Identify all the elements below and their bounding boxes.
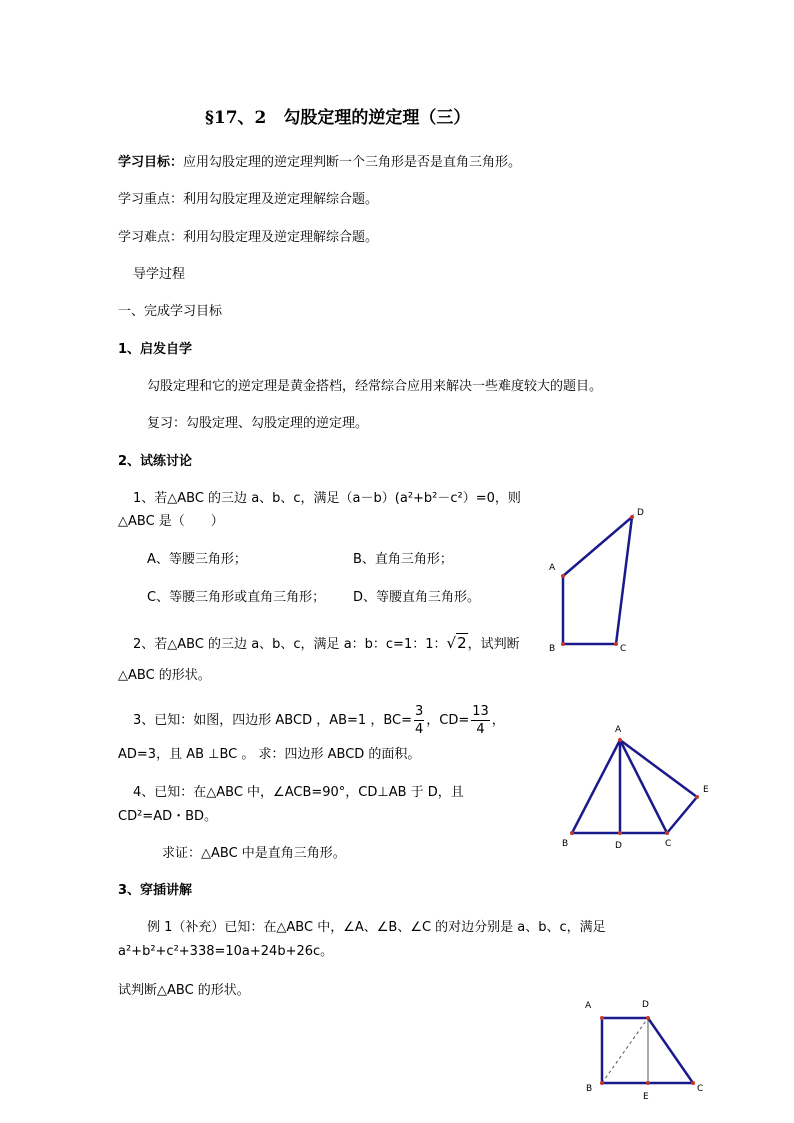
vertex-c-dot	[691, 1081, 695, 1085]
question2-text: 2、若△ABC 的三边 a、b、c，满足 a：b：c=1：1：	[133, 637, 447, 652]
label-a: A	[549, 563, 556, 573]
quadrilateral-outline	[563, 517, 632, 644]
question2-text-end: ，试判断	[467, 637, 520, 652]
section3-heading: 3、穿插讲解	[118, 883, 193, 898]
objective-label: 学习目标：	[118, 155, 184, 170]
vertex-b-dot	[570, 831, 574, 835]
fraction-bc-denominator: 4	[414, 722, 424, 737]
figure-quadrilateral-abcd	[540, 500, 660, 660]
vertex-d-dot	[646, 1016, 650, 1020]
vertex-e-dot	[646, 1081, 650, 1085]
label-c: C	[620, 644, 627, 654]
fraction-cd-numerator: 13	[472, 704, 489, 719]
question1-line1: 1、若△ABC 的三边 a、b、c，满足（a－b）(a²+b²－c²）=0，则	[133, 491, 521, 506]
vertex-d-dot	[618, 831, 622, 835]
label-b: B	[562, 839, 569, 849]
question2-line1	[133, 636, 520, 651]
question1-option-c: C、等腰三角形或直角三角形；	[147, 590, 326, 605]
difficult-text: 利用勾股定理及逆定理解综合题。	[183, 230, 379, 245]
label-d: D	[637, 508, 644, 518]
part1-heading: 一、完成学习目标	[118, 304, 223, 319]
fraction-cd	[471, 705, 490, 736]
label-c: C	[665, 839, 672, 849]
key-label: 学习重点：	[118, 192, 184, 207]
label-b: B	[586, 1084, 593, 1094]
label-d: D	[642, 1000, 649, 1010]
vertex-d-dot	[630, 515, 634, 519]
example1-line1: 例 1（补充）已知：在△ABC 中，∠A、∠B、∠C 的对边分别是 a、b、c，满足	[147, 920, 606, 935]
label-d: D	[615, 841, 622, 851]
label-a: A	[615, 725, 622, 735]
objective-text: 应用勾股定理的逆定理判断一个三角形是否是直角三角形。	[183, 155, 522, 170]
question3-text-end: ，	[491, 713, 505, 728]
vertex-b-dot	[561, 642, 565, 646]
example1-line2: a²+b²+c²+338=10a+24b+26c。	[118, 944, 334, 959]
question2-line2: △ABC 的形状。	[118, 668, 211, 683]
guide-heading: 导学过程	[133, 267, 186, 282]
label-c: C	[697, 1084, 704, 1094]
learning-difficulty	[118, 231, 378, 244]
example1-line3: 试判断△ABC 的形状。	[118, 983, 250, 998]
section2-heading: 2、试练讨论	[118, 454, 193, 469]
question1-option-d: D、等腰直角三角形。	[353, 590, 481, 605]
question3-line1	[133, 705, 505, 736]
figure-trapezoid-abcd	[580, 995, 710, 1105]
label-a: A	[585, 1001, 592, 1011]
diagonal-bd	[602, 1018, 648, 1083]
vertex-a-dot	[561, 574, 565, 578]
question3-line2: AD=3，且 AB ⊥BC 。 求：四边形 ABCD 的面积。	[118, 747, 421, 762]
section1-paragraph: 勾股定理和它的逆定理是黄金搭档，经常综合应用来解决一些难度较大的题目。	[147, 379, 603, 394]
vertex-b-dot	[600, 1081, 604, 1085]
question3-text-mid: ，CD=	[426, 713, 470, 728]
triangle-ace-sides	[620, 740, 697, 833]
question4-line1: 4、已知：在△ABC 中，∠ACB=90°，CD⊥AB 于 D，且	[133, 785, 464, 800]
fraction-cd-denominator: 4	[476, 722, 485, 737]
vertex-a-dot	[618, 738, 622, 742]
difficult-label: 学习难点：	[118, 230, 184, 245]
fraction-bc-numerator: 3	[414, 704, 424, 719]
fraction-bc	[414, 705, 424, 736]
label-e: E	[643, 1092, 649, 1102]
question4-line3: 求证：△ABC 中是直角三角形。	[162, 846, 346, 861]
sqrt-symbol: √2	[446, 634, 467, 652]
page-title: §17、2 勾股定理的逆定理（三）	[205, 108, 471, 128]
figure-triangle-abc-e	[555, 718, 720, 858]
key-text: 利用勾股定理及逆定理解综合题。	[183, 192, 379, 207]
vertex-c-dot	[614, 642, 618, 646]
label-b: B	[549, 644, 556, 654]
question1-line2: △ABC 是（ ）	[118, 514, 224, 529]
question3-text: 3、已知：如图，四边形 ABCD ，AB=1 ，BC=	[133, 713, 412, 728]
learning-objective	[118, 156, 521, 169]
section1-heading: 1、启发自学	[118, 342, 193, 357]
section1-review: 复习：勾股定理、勾股定理的逆定理。	[147, 416, 369, 431]
question1-option-a: A、等腰三角形；	[147, 552, 247, 567]
question4-line2: CD²=AD・BD。	[118, 809, 218, 824]
learning-key-point	[118, 193, 378, 206]
vertex-e-dot	[695, 795, 699, 799]
question1-option-b: B、直角三角形；	[353, 552, 453, 567]
label-e: E	[703, 785, 709, 795]
vertex-c-dot	[665, 831, 669, 835]
sqrt-radicand: 2	[457, 634, 467, 652]
vertex-a-dot	[600, 1016, 604, 1020]
